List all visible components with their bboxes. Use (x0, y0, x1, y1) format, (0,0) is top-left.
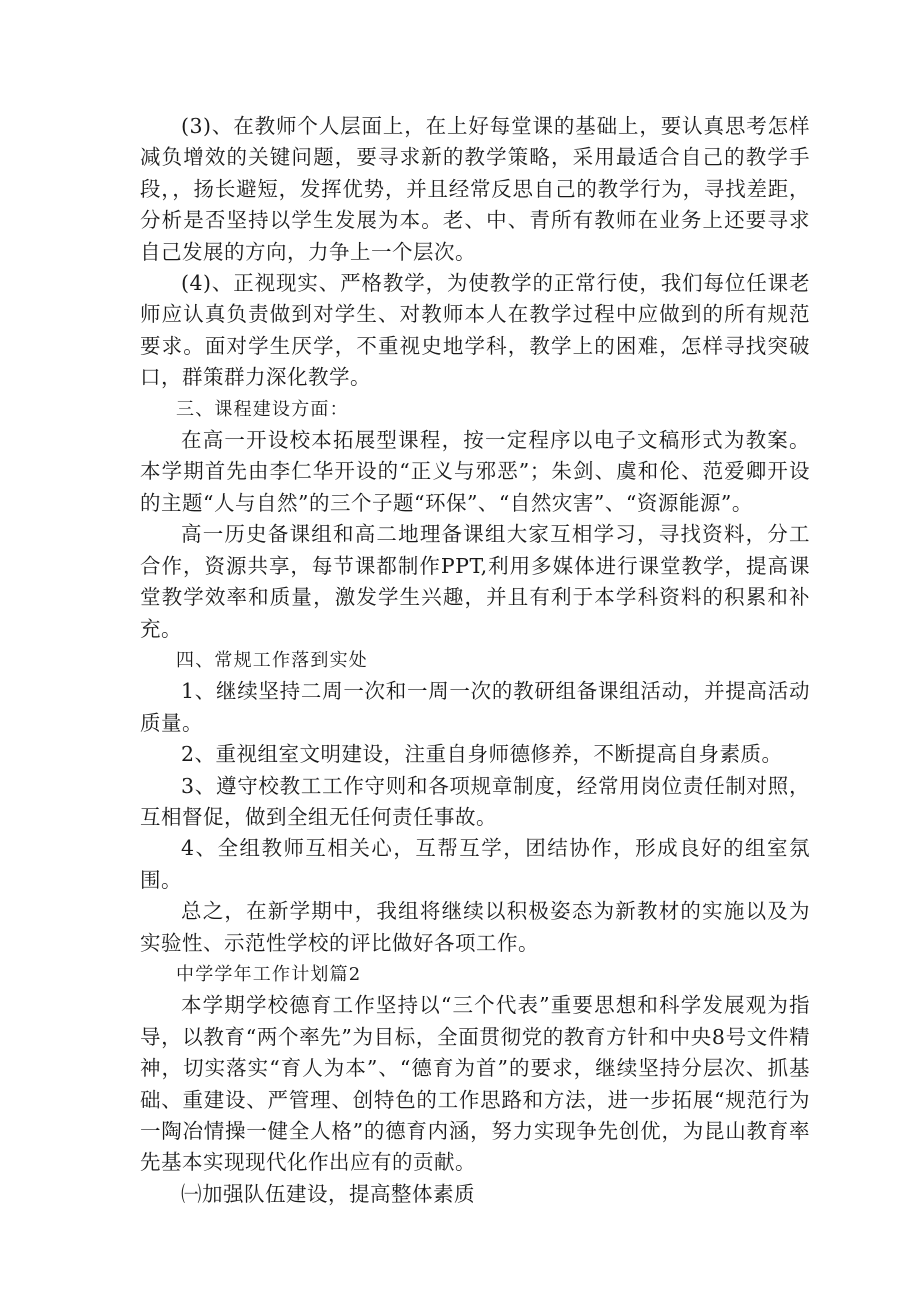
paragraph-curriculum-2: 高一历史备课组和高二地理备课组大家互相学习，寻找资料，分工合作，资源共享，每节课都制作PPT,利用多媒体进行课堂教学，提高课堂教学效率和质量，激发学生兴趣，并且有利于本学科资料的积累和补充。 (140, 522, 810, 641)
paragraph-item-4: (4)、正视现实、严格教学，为使教学的正常行使，我们每位任课老师应认真负责做到对学生、对教师本人在教学过程中应做到的所有规范要求。面对学生厌学，不重视史地学科，教学上的困难，怎样寻找突破口，群策群力深化教学。 (140, 271, 810, 390)
paragraph-moral-education: 本学期学校德育工作坚持以“三个代表”重要思想和科学发展观为指导，以教育“两个率先”为目标，全面贯彻党的教育方针和中央8号文件精神，切实落实“育人为本”、“德育为首”的要求，继续坚持分层次、抓基础、重建设、严管理、创特色的工作思路和方法，进一步拓展“规范行为一陶冶情操一健全人格”的德育内涵，努力实现争先创优，为昆山教育率先基本实现现代化作出应有的贡献。 (140, 993, 810, 1175)
list-item-2: 2、重视组室文明建设，注重自身师德修养，不断提高自身素质。 (181, 742, 783, 767)
paragraph-item-3: (3)、在教师个人层面上，在上好每堂课的基础上，要认真思考怎样减负增效的关键问题，要寻求新的教学策略，采用最适合自己的教学手段，，扬长避短，发挥优势，并且经常反思自己的教学行为，寻找差距，分析是否坚持以学生发展为本。老、中、青所有教师在业务上还要寻求自己发展的方向，力争上一个层次。 (140, 114, 810, 264)
document-body (140, 111, 810, 1210)
paragraph-summary: 总之，在新学期中，我组将继续以积极姿态为新教材的实施以及为实验性、示范性学校的评比做好各项工作。 (140, 899, 810, 955)
subheading-team-building: ㈠加强队伍建设，提高整体素质 (181, 1181, 475, 1206)
section-heading-curriculum: 三、课程建设方面： (176, 398, 349, 420)
list-item-3: 3、遵守校教工工作守则和各项规章制度，经常用岗位责任制对照，互相督促，做到全组无任何责任事故。 (140, 773, 810, 829)
section-heading-routine: 四、常规工作落到实处 (176, 649, 368, 671)
list-item-4: 4、全组教师互相关心，互帮互学，团结协作，形成良好的组室氛围。 (140, 836, 810, 892)
list-item-1: 1、继续坚持二周一次和一周一次的教研组备课组活动，并提高活动质量。 (140, 679, 810, 735)
paragraph-curriculum-1: 在高一开设校本拓展型课程，按一定程序以电子文稿形式为教案。本学期首先由李仁华开设的“正义与邪恶”；朱剑、虞和伦、范爱卿开设的主题“人与自然”的三个子题“环保”、“自然灾害”、“资源能源”。 (140, 428, 810, 515)
plan-title-2: 中学学年工作计划篇2 (176, 963, 362, 985)
